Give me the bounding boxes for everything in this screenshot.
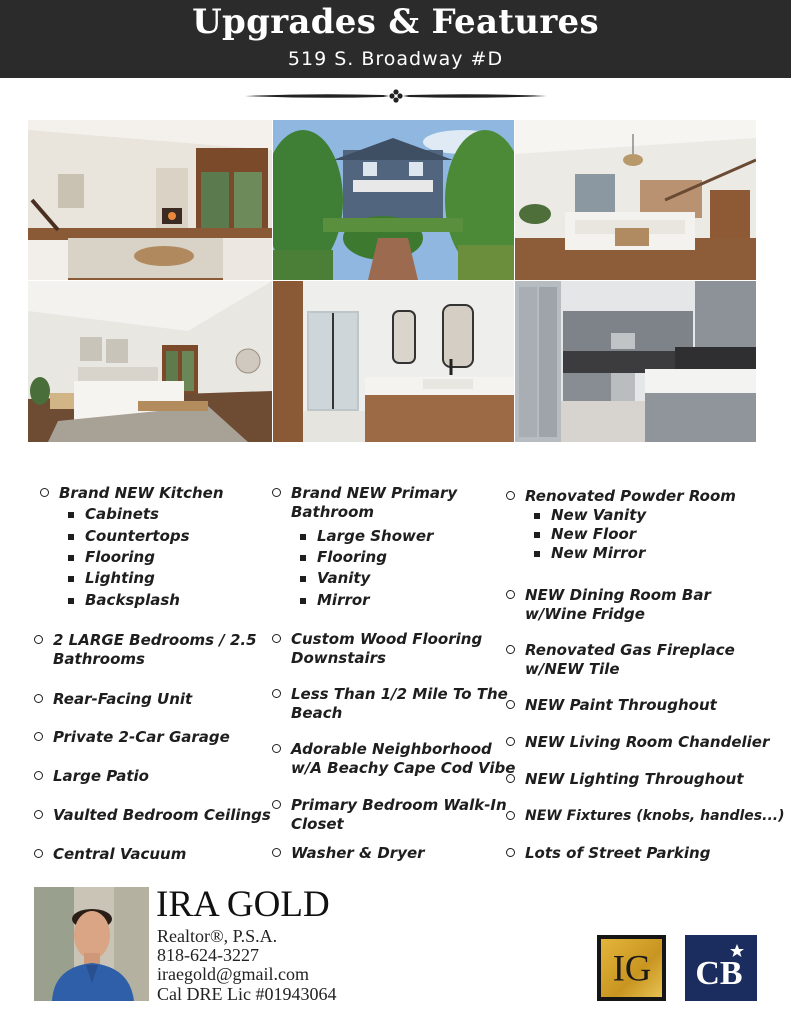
circle-bullet-icon bbox=[272, 488, 281, 497]
sub-feature bbox=[85, 505, 159, 524]
circle-bullet-icon bbox=[34, 635, 43, 644]
feature-label: NEW Fixtures (knobs, handles...) bbox=[525, 808, 785, 824]
feature-street-parking bbox=[525, 844, 710, 863]
feature-chandelier bbox=[525, 733, 769, 752]
photo-primary-bathroom bbox=[273, 281, 514, 442]
square-bullet-icon bbox=[534, 513, 540, 519]
feature-label: Lots of Street Parking bbox=[525, 844, 711, 862]
square-bullet-icon bbox=[534, 551, 540, 557]
feature-washer-dryer bbox=[291, 844, 425, 863]
sub-feature-label: Flooring bbox=[317, 548, 387, 566]
feature-neighborhood bbox=[291, 740, 515, 778]
feature-kitchen bbox=[59, 484, 224, 503]
circle-bullet-icon bbox=[506, 645, 515, 654]
feature-label: NEW Lighting Throughout bbox=[525, 770, 744, 788]
circle-bullet-icon bbox=[506, 811, 515, 820]
feature-label: Downstairs bbox=[291, 649, 386, 667]
feature-label: Brand NEW Primary bbox=[291, 484, 458, 502]
agent-name: IRA GOLD bbox=[156, 884, 330, 925]
feature-label: Brand NEW Kitchen bbox=[59, 484, 224, 502]
feature-bedrooms bbox=[53, 631, 257, 669]
page-title: Upgrades & Features bbox=[192, 2, 599, 42]
circle-bullet-icon bbox=[34, 732, 43, 741]
feature-fixtures bbox=[525, 807, 784, 826]
sub-feature-label: Vanity bbox=[317, 569, 371, 587]
feature-label: w/NEW Tile bbox=[525, 660, 620, 678]
agent-email[interactable]: iraegold@gmail.com bbox=[157, 964, 310, 984]
circle-bullet-icon bbox=[34, 771, 43, 780]
feature-label: Central Vacuum bbox=[53, 845, 187, 863]
circle-bullet-icon bbox=[34, 810, 43, 819]
feature-paint bbox=[525, 696, 717, 715]
sub-feature-label: Mirror bbox=[317, 591, 370, 609]
circle-bullet-icon bbox=[506, 491, 515, 500]
sub-feature bbox=[85, 569, 155, 588]
feature-label: w/A Beachy Cape Cod Vibe bbox=[291, 759, 516, 777]
square-bullet-icon bbox=[300, 555, 306, 561]
square-bullet-icon bbox=[68, 555, 74, 561]
feature-label: 2 LARGE Bedrooms / 2.5 bbox=[53, 631, 257, 649]
circle-bullet-icon bbox=[34, 694, 43, 703]
feature-label: Large Patio bbox=[53, 767, 149, 785]
feature-label: NEW Paint Throughout bbox=[525, 696, 717, 714]
agent-license: Cal DRE Lic #01943064 bbox=[157, 984, 337, 1004]
sub-feature bbox=[551, 506, 646, 525]
svg-text:CB: CB bbox=[695, 955, 743, 992]
circle-bullet-icon bbox=[272, 744, 281, 753]
feature-ceilings bbox=[53, 806, 271, 825]
photo-living-room-stairs bbox=[515, 120, 756, 280]
feature-primary-bathroom bbox=[291, 484, 457, 522]
feature-label: Closet bbox=[291, 815, 344, 833]
sub-feature bbox=[551, 544, 645, 563]
feature-label: NEW Living Room Chandelier bbox=[525, 733, 770, 751]
sub-feature-label: Large Shower bbox=[317, 527, 434, 545]
feature-lighting bbox=[525, 770, 744, 789]
circle-bullet-icon bbox=[506, 590, 515, 599]
sub-feature-label: Flooring bbox=[85, 548, 155, 566]
feature-powder-room bbox=[525, 487, 736, 506]
sub-feature-label: Cabinets bbox=[85, 505, 159, 523]
feature-dining-bar bbox=[525, 586, 711, 624]
feature-beach bbox=[291, 685, 508, 723]
circle-bullet-icon bbox=[506, 737, 515, 746]
ig-monogram-logo bbox=[597, 935, 666, 1001]
agent-headshot bbox=[34, 887, 149, 1001]
circle-bullet-icon bbox=[506, 774, 515, 783]
circle-bullet-icon bbox=[40, 488, 49, 497]
feature-label: Primary Bedroom Walk-In bbox=[291, 796, 507, 814]
sub-feature bbox=[85, 591, 180, 610]
circle-bullet-icon bbox=[272, 848, 281, 857]
sub-feature bbox=[85, 527, 190, 546]
square-bullet-icon bbox=[68, 534, 74, 540]
sub-feature bbox=[317, 527, 433, 546]
square-bullet-icon bbox=[300, 576, 306, 582]
feature-label: w/Wine Fridge bbox=[525, 605, 645, 623]
photo-kitchen bbox=[515, 281, 756, 442]
feature-walk-in-closet bbox=[291, 796, 507, 834]
feature-label: Custom Wood Flooring bbox=[291, 630, 483, 648]
feature-label: Private 2-Car Garage bbox=[53, 728, 230, 746]
sub-feature-label: Countertops bbox=[85, 527, 190, 545]
features-list bbox=[0, 484, 791, 874]
feature-label: Renovated Powder Room bbox=[525, 487, 736, 505]
feature-label: Less Than 1/2 Mile To The bbox=[291, 685, 508, 703]
photo-living-room-fireplace bbox=[28, 120, 272, 280]
circle-bullet-icon bbox=[272, 800, 281, 809]
square-bullet-icon bbox=[534, 532, 540, 538]
feature-label: Bathroom bbox=[291, 503, 375, 521]
sub-feature-label: New Floor bbox=[551, 525, 637, 543]
sub-feature bbox=[317, 548, 387, 567]
svg-text:IG: IG bbox=[612, 947, 651, 989]
feature-label: Rear-Facing Unit bbox=[53, 690, 193, 708]
square-bullet-icon bbox=[68, 576, 74, 582]
feature-label: Beach bbox=[291, 704, 343, 722]
ig-monogram-icon bbox=[608, 944, 656, 992]
feature-garage bbox=[53, 728, 230, 747]
square-bullet-icon bbox=[68, 512, 74, 518]
feature-label: Vaulted Bedroom Ceilings bbox=[53, 806, 271, 824]
sub-feature-label: New Mirror bbox=[551, 544, 646, 562]
photo-grid bbox=[28, 120, 756, 442]
sub-feature-label: Backsplash bbox=[85, 591, 180, 609]
feature-label: Renovated Gas Fireplace bbox=[525, 641, 735, 659]
feature-vacuum bbox=[53, 845, 186, 864]
circle-bullet-icon bbox=[506, 700, 515, 709]
sub-feature-label: Lighting bbox=[85, 569, 155, 587]
feature-label: Washer & Dryer bbox=[291, 844, 425, 862]
agent-phone[interactable]: 818-624-3227 bbox=[157, 945, 259, 965]
square-bullet-icon bbox=[300, 534, 306, 540]
coldwell-banker-logo bbox=[685, 935, 757, 1001]
coldwell-banker-icon bbox=[691, 940, 751, 996]
sub-feature bbox=[317, 591, 370, 610]
square-bullet-icon bbox=[68, 598, 74, 604]
sub-feature bbox=[317, 569, 370, 588]
feature-rear-facing bbox=[53, 690, 192, 709]
feature-fireplace bbox=[525, 641, 735, 679]
square-bullet-icon bbox=[300, 598, 306, 604]
photo-exterior-front bbox=[273, 120, 514, 280]
sub-feature bbox=[551, 525, 636, 544]
ornament-divider-icon bbox=[243, 88, 549, 104]
circle-bullet-icon bbox=[506, 848, 515, 857]
feature-label: NEW Dining Room Bar bbox=[525, 586, 711, 604]
circle-bullet-icon bbox=[272, 689, 281, 698]
feature-label: Bathrooms bbox=[53, 650, 145, 668]
photo-primary-bedroom bbox=[28, 281, 272, 442]
circle-bullet-icon bbox=[272, 634, 281, 643]
sub-feature-label: New Vanity bbox=[551, 506, 647, 524]
feature-patio bbox=[53, 767, 149, 786]
property-address: 519 S. Broadway #D bbox=[287, 48, 504, 70]
sub-feature bbox=[85, 548, 155, 567]
feature-label: Adorable Neighborhood bbox=[291, 740, 492, 758]
agent-title: Realtor®, P.S.A. bbox=[157, 926, 278, 946]
circle-bullet-icon bbox=[34, 849, 43, 858]
header-banner bbox=[0, 0, 791, 78]
feature-wood-flooring bbox=[291, 630, 482, 668]
